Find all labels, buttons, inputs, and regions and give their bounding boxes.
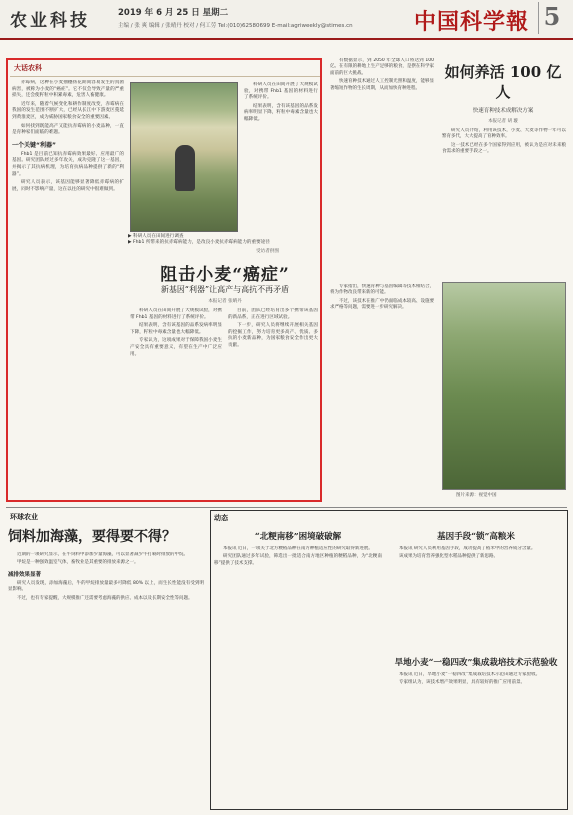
sidebar-headline: 如何养活 100 亿人 <box>444 63 562 101</box>
editors-line: 主编 / 张 爽 编辑 / 张晴丹 校对 / 何工劳 Tel:(010)62580699 E-mail:agriweekly@stimes.cn <box>118 23 353 29</box>
sidebar-column-c <box>330 284 434 498</box>
feed-column <box>8 552 204 810</box>
brief-headline: 基因手段“锁”高粮米 <box>437 532 515 542</box>
brief-column <box>390 672 562 804</box>
section-divider <box>6 507 567 508</box>
feed-tag: 环球农业 <box>10 513 38 521</box>
lead-tag: 大话农科 <box>14 64 42 72</box>
lead-byline: 本报记者 张晴丹 <box>208 299 242 304</box>
sidebar-paragraph: 研究人员介绍，利用该技术，小麦、大麦等作物一年可以繁育多代，大大提高了育种效率。 <box>442 128 566 140</box>
lead-paragraph: 科研人员在田间开展了大规模试验，对携带 Fhb1 基因的材料进行了系统评价。 <box>244 82 318 101</box>
lead-paragraph: 如何找到既能高产又能抗赤霉病的小麦品种，一直是育种家们面临的难题。 <box>12 123 124 136</box>
brief-paragraph: 研究团队通过多年试验，筛选出一批适合南方地区种植的粳稻品种，为“北粳南移”提供了技术支撑。 <box>214 554 382 566</box>
lead-paragraph: 研究人员表示，该基因能够显著降低赤霉病的扩展，同时不影响产量，这在以往的研究中很难做到。 <box>12 180 124 192</box>
lead-banner <box>10 62 320 77</box>
sidebar-paragraph: 不过，该技术在推广中仍面临成本较高、设施要求严格等问题，需要进一步研究解决。 <box>330 298 434 311</box>
lead-paragraph: 目前，团队已经培育出多个携带该基因的新品系，正在进行区域试验。 <box>228 308 318 320</box>
brief-column <box>214 546 382 804</box>
sidebar-photo <box>442 282 566 490</box>
lead-headline: 阻击小麦“癌症” <box>160 265 290 285</box>
feed-paragraph: 近期的一项研究显示，在牛饲料中添加少量海藻，可以显著减少牛打嗝时排放的甲烷。 <box>17 552 188 557</box>
section-name: 农业科技 <box>10 11 90 31</box>
photo-caption-line: ▶ Fhb1 所带来的抗赤霉病能力，是改良小麦抗赤霉病能力的重要途径 <box>128 240 270 246</box>
lead-column-2 <box>130 308 222 498</box>
lead-photo <box>130 82 238 232</box>
lead-article <box>6 58 322 502</box>
lead-column-photo-side <box>244 82 318 254</box>
brief-paragraph: 本报讯 近日，旱地小麦“一稳四改”集成栽培技术示范田通过专家验收。 <box>399 672 541 677</box>
feed-paragraph: 研究人员发现，添加海藻后，牛的甲烷排放量最多可降低 80% 以上，而生长性能没有受到明显影响。 <box>8 580 204 593</box>
feed-paragraph: 不过，也有专家提醒，大规模推广还需要考虑海藻的供应、成本以及长期安全性等问题。 <box>17 595 193 601</box>
sidebar-subhead: 快速育种技术成解决方案 <box>472 108 534 114</box>
brief-paragraph: 本报讯 研究人员利用基因手段，成功提高了稻米中的营养成分含量。 <box>399 546 536 551</box>
photo-caption-line: ▶ 科研人员在田间进行调查 <box>128 234 184 239</box>
sidebar-paragraph: 有数据显示，到 2050 年全球人口将达到 100 亿。在有限的耕地上生产足够的粮食，是摆在科学家面前的巨大挑战。 <box>330 58 434 76</box>
lead-column-3 <box>228 308 318 498</box>
sidebar-column-a <box>330 58 434 280</box>
feed-paragraph: 甲烷是一种强效温室气体，畜牧业是其重要的排放来源之一。 <box>17 560 139 566</box>
sidebar-paragraph: 这一技术已经在多个国家得到应用，被认为是应对未来粮食需求的重要手段之一。 <box>442 142 566 155</box>
feed-headline: 饲料加海藻，要得要不得？ <box>8 529 176 545</box>
sidebar-photo-caption: 图片来源：视觉中国 <box>456 493 497 498</box>
publication-date: 2019 年 6 月 25 日 星期二 <box>118 8 229 18</box>
lead-paragraph: 结果表明，含有该基因的品系发病率明显下降，籽粒中毒素含量也大幅降低。 <box>244 103 318 122</box>
lead-paragraph: 赤霉病，这种在小麦抽穗扬花期间容易发生的真菌病害，被称为小麦的“癌症”。它不仅会导致产量的严重损失，还会使籽粒中积累毒素，危害人畜健康。 <box>12 80 124 99</box>
brief-paragraph: 专家组认为，该技术增产效果明显，具有较好的推广应用前景。 <box>399 680 525 686</box>
lead-paragraph: 近年来，随着气候变化和耕作制度改变，赤霉病在我国的发生范围不断扩大，已经从长江中下游麦区蔓延到黄淮麦区，成为威胁国家粮食安全的重要因素。 <box>12 101 124 120</box>
lead-paragraph: Fhb1 是目前已知抗赤霉病效果最好、应用最广的基因。研究团队经过多年攻关，成功克隆了这一基因，并揭示了其抗病机理，为培育抗病品种提供了新的“利器”。 <box>12 151 124 177</box>
brief-column <box>390 546 562 650</box>
lead-paragraph: 结果表明，含有该基因的品系发病率明显下降，籽粒中毒素含量也大幅降低。 <box>130 323 222 335</box>
brief-headline: “北粳南移”困境破破解 <box>254 532 342 542</box>
brief-headline: 旱地小麦“一稳四改”集成栽培技术示范验收 <box>394 658 558 668</box>
lead-subhead: 新基因“利器”让高产与高抗不再矛盾 <box>160 285 290 294</box>
lead-paragraph: 下一步，研究人员将继续开展相关基因的挖掘工作，努力培育更多高产、优质、多抗的小麦新品种，为国家粮食安全作出更大贡献。 <box>228 323 318 348</box>
lead-column-1 <box>12 80 124 500</box>
masthead <box>0 0 573 40</box>
lead-paragraph: 科研人员在田间开展了大规模试验，对携带 Fhb1 基因的材料进行了系统评价。 <box>130 308 222 320</box>
sidebar-paragraph: 专家指出，快速育种与基因编辑等技术相结合，将为作物改良带来新的可能。 <box>330 284 434 296</box>
feed-subheading: 减排效果显著 <box>8 571 42 578</box>
lead-subheading: 一个关键“利器” <box>12 141 56 149</box>
sidebar-column-b <box>442 128 566 278</box>
photo-credit: 受访者供图 <box>256 249 279 254</box>
photo-person <box>175 145 195 191</box>
brief-paragraph: 本报讯 近日，一项关于北方粳稻品种在南方种植适应性的研究取得新进展。 <box>223 546 373 551</box>
news-brief-tag: 动态 <box>214 514 228 522</box>
page-number: 5 <box>538 2 565 34</box>
paper-logo: 中国科学報 <box>413 9 529 35</box>
sidebar-paragraph: 快速育种技术通过人工控制光照和温度，能够显著缩短作物的生长周期，从而加快育种进程。 <box>330 79 434 91</box>
sidebar-byline: 本报记者 胡 璇 <box>488 119 518 124</box>
lead-paragraph: 专家认为，这项成果对于保障我国小麦生产安全具有重要意义，有望在生产中广泛应用。 <box>130 338 222 357</box>
brief-paragraph: 该成果为培育营养强化型水稻品种提供了新思路。 <box>399 554 498 560</box>
